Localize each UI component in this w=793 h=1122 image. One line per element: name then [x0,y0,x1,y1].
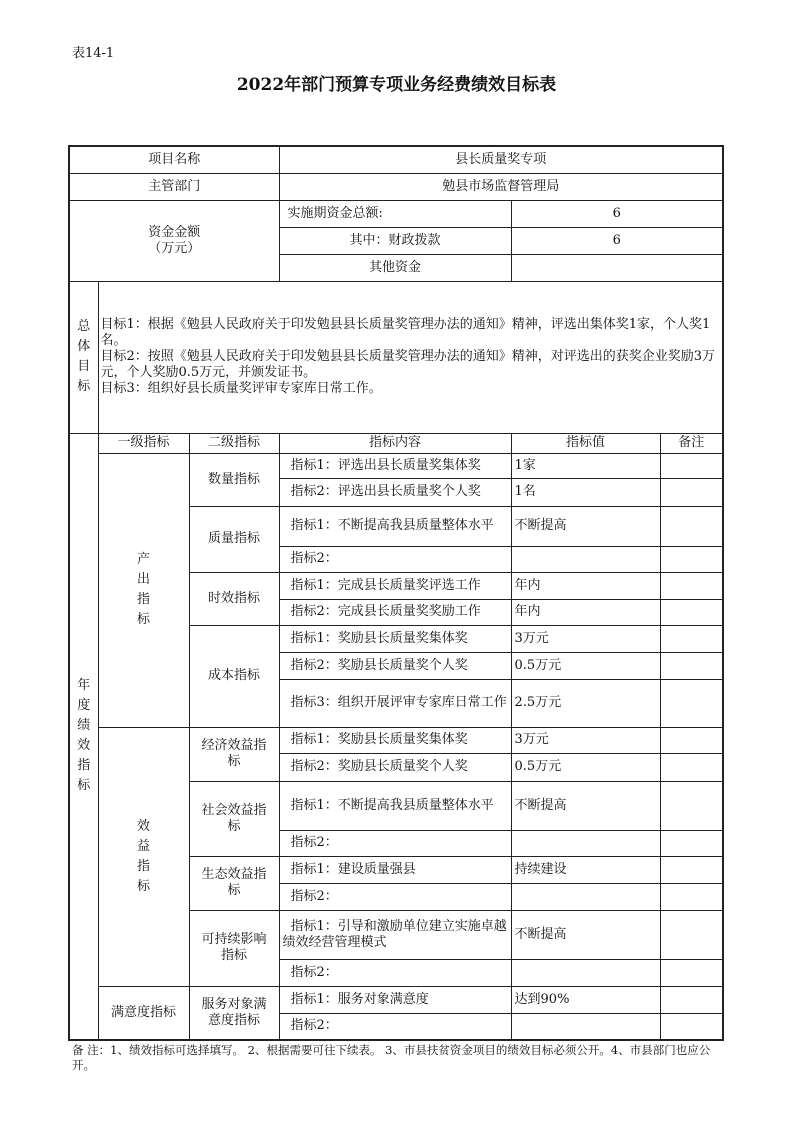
project-name-row [69,146,723,173]
level2-indicator: 经济效益指标 [189,727,279,781]
table-row [69,453,723,478]
indicator-value [511,546,660,572]
indicator-value [511,959,660,986]
indicator-content: 指标1：引导和激励单位建立实施卓越绩效经营管理模式 [279,910,511,959]
indicator-content: 指标1：建设质量强县 [279,856,511,883]
column-header: 指标值 [511,433,660,453]
fund-amount-label [69,200,279,281]
indicator-remark [660,453,723,478]
indicator-remark [660,599,723,625]
indicator-value [511,1013,660,1040]
indicator-remark [660,572,723,599]
fund-row [69,200,723,227]
indicator-value: 持续建设 [511,856,660,883]
level2-indicator: 数量指标 [189,453,279,506]
fund-fiscal-value: 6 [511,227,723,254]
indicator-remark [660,546,723,572]
indicator-value: 1家 [511,453,660,478]
table-row [69,727,723,753]
performance-target-table [68,145,724,1041]
column-header: 备注 [660,433,723,453]
indicator-remark [660,652,723,679]
department-value: 勉县市场监督管理局 [279,173,723,200]
indicator-remark [660,910,723,959]
level1-indicator: 满意度指标 [98,986,189,1040]
indicator-value: 1名 [511,478,660,506]
indicator-value [511,830,660,856]
fund-total-label: 实施期资金总额: [279,200,511,227]
level1-indicator: 产出指标 [98,453,189,727]
indicator-content: 指标1：完成县长质量奖评选工作 [279,572,511,599]
fund-fiscal-label: 其中：财政拨款 [279,227,511,254]
indicator-value: 3万元 [511,625,660,652]
indicator-value: 不断提高 [511,781,660,830]
level2-indicator: 生态效益指标 [189,856,279,910]
indicator-value: 3万元 [511,727,660,753]
goal-2: 目标2：按照《勉县人民政府关于印发勉县县长质量奖管理办法的通知》精神，对评选出的获奖企业奖励3万元，个人奖励0.5万元，并颁发证书。 [100,349,716,380]
indicator-content: 指标1：奖励县长质量奖集体奖 [279,727,511,753]
project-name-value: 县长质量奖专项 [279,146,723,173]
indicator-content: 指标2： [279,546,511,572]
overall-goal-row [69,281,723,433]
indicator-remark [660,506,723,546]
level1-indicator: 效益指标 [98,727,189,986]
indicator-remark [660,986,723,1013]
level2-indicator: 可持续影响指标 [189,910,279,986]
indicator-content: 指标2： [279,830,511,856]
indicator-remark [660,781,723,830]
fund-other-value [511,254,723,281]
annual-indicator-label: 年度绩效指标 [69,433,98,1040]
indicator-header-row [69,433,723,453]
indicator-value: 0.5万元 [511,652,660,679]
fund-label-line2: （万元） [148,240,201,256]
level2-indicator: 社会效益指标 [189,781,279,856]
indicator-content: 指标2： [279,883,511,910]
indicator-content: 指标2：奖励县长质量奖个人奖 [279,753,511,781]
column-header: 二级指标 [189,433,279,453]
indicator-content: 指标3：组织开展评审专家库日常工作 [279,679,511,727]
overall-goal-label: 总体目标 [69,281,98,433]
footnote: 备 注：1、绩效指标可选择填写。 2、根据需要可往下续表。 3、市县扶贫资金项目的绩效目标必须公开。4、市县部门也应公开。 [72,1043,711,1072]
level2-indicator: 服务对象满意度指标 [189,986,279,1040]
fund-other-label: 其他资金 [279,254,511,281]
indicator-value: 不断提高 [511,910,660,959]
indicator-content: 指标1：奖励县长质量奖集体奖 [279,625,511,652]
table-row [69,986,723,1013]
indicator-value: 年内 [511,572,660,599]
level2-indicator: 质量指标 [189,506,279,572]
indicator-remark [660,959,723,986]
indicator-content: 指标2：奖励县长质量奖个人奖 [279,652,511,679]
page-title: 2022年部门预算专项业务经费绩效目标表 [236,75,557,95]
indicator-remark [660,727,723,753]
indicator-remark [660,830,723,856]
indicator-content: 指标1：服务对象满意度 [279,986,511,1013]
indicator-remark [660,478,723,506]
indicator-remark [660,625,723,652]
indicator-value: 0.5万元 [511,753,660,781]
indicator-remark [660,1013,723,1040]
overall-goal-text [98,281,723,433]
indicator-value: 年内 [511,599,660,625]
department-row [69,173,723,200]
indicator-value: 达到90% [511,986,660,1013]
indicator-content: 指标1：评选出县长质量奖集体奖 [279,453,511,478]
indicator-value: 2.5万元 [511,679,660,727]
table-number: 表14-1 [72,46,115,61]
project-name-label: 项目名称 [69,146,279,173]
indicator-content: 指标2：评选出县长质量奖个人奖 [279,478,511,506]
goal-1: 目标1：根据《勉县人民政府关于印发勉县县长质量奖管理办法的通知》精神，评选出集体奖1家，个人奖1名。 [100,317,711,348]
level2-indicator: 成本指标 [189,625,279,727]
department-label: 主管部门 [69,173,279,200]
indicator-remark [660,883,723,910]
indicator-content: 指标2： [279,959,511,986]
indicator-remark [660,679,723,727]
goal-3: 目标3：组织好县长质量奖评审专家库日常工作。 [100,381,382,396]
indicator-remark [660,856,723,883]
indicator-content: 指标2： [279,1013,511,1040]
column-header: 一级指标 [98,433,189,453]
indicator-value [511,883,660,910]
indicator-value: 不断提高 [511,506,660,546]
column-header: 指标内容 [279,433,511,453]
indicator-content: 指标1：不断提高我县质量整体水平 [279,781,511,830]
fund-total-value: 6 [511,200,723,227]
indicator-content: 指标2：完成县长质量奖奖励工作 [279,599,511,625]
indicator-content: 指标1：不断提高我县质量整体水平 [279,506,511,546]
fund-label-line1: 资金金额 [148,224,201,240]
level2-indicator: 时效指标 [189,572,279,625]
indicator-remark [660,753,723,781]
